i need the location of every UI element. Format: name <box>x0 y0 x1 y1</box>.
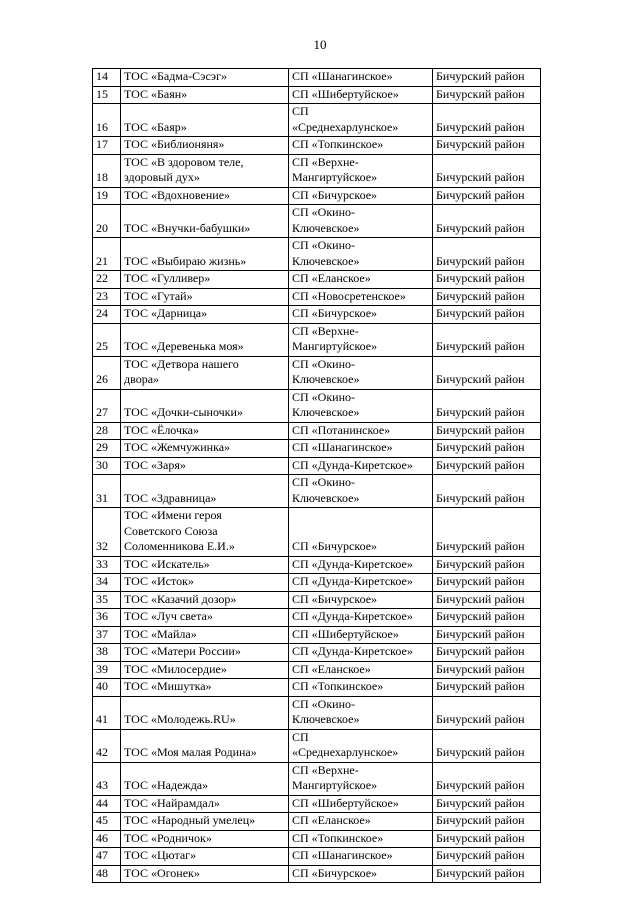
table-row <box>93 626 541 644</box>
district-cell: Бичурский район <box>433 475 541 508</box>
table-row <box>93 696 541 729</box>
row-number-cell: 18 <box>93 154 121 187</box>
table-row <box>93 508 541 557</box>
district-cell: Бичурский район <box>433 86 541 104</box>
tos-name-cell: ТОС «Народный умелец» <box>121 813 289 831</box>
table-row <box>93 389 541 422</box>
district-cell: Бичурский район <box>433 238 541 271</box>
table-row <box>93 238 541 271</box>
district-cell: Бичурский район <box>433 187 541 205</box>
tos-name-cell: ТОС «Ёлочка» <box>121 422 289 440</box>
settlement-cell: СП «Шанагинское» <box>289 69 433 87</box>
settlement-cell: СП «Бичурское» <box>289 591 433 609</box>
table-row <box>93 762 541 795</box>
row-number-cell: 28 <box>93 422 121 440</box>
row-number-cell: 31 <box>93 475 121 508</box>
tos-name-cell: ТОС «Молодежь.RU» <box>121 696 289 729</box>
settlement-cell: СП «Верхне- Мангиртуйское» <box>289 762 433 795</box>
row-number-cell: 29 <box>93 440 121 458</box>
district-cell: Бичурский район <box>433 389 541 422</box>
table-row <box>93 137 541 155</box>
district-cell: Бичурский район <box>433 609 541 627</box>
page-number: 10 <box>313 37 327 52</box>
tos-name-cell: ТОС «Казачий дозор» <box>121 591 289 609</box>
tos-name-cell: ТОС «Цютаг» <box>121 848 289 866</box>
table-row <box>93 795 541 813</box>
settlement-cell: СП «Окино- Ключевское» <box>289 696 433 729</box>
row-number-cell: 47 <box>93 848 121 866</box>
settlement-cell: СП «Топкинское» <box>289 679 433 697</box>
table-row <box>93 86 541 104</box>
settlement-cell: СП «Среднехарлунское» <box>289 104 433 137</box>
table-row <box>93 661 541 679</box>
settlement-cell: СП «Дунда-Киретское» <box>289 574 433 592</box>
tos-name-cell: ТОС «Детвора нашего двора» <box>121 356 289 389</box>
settlement-cell: СП «Окино- Ключевское» <box>289 475 433 508</box>
district-cell: Бичурский район <box>433 205 541 238</box>
row-number-cell: 30 <box>93 457 121 475</box>
district-cell: Бичурский район <box>433 356 541 389</box>
settlement-cell: СП «Дунда-Киретское» <box>289 556 433 574</box>
table-row <box>93 475 541 508</box>
tos-name-cell: ТОС «Надежда» <box>121 762 289 795</box>
tos-name-cell: ТОС «Бадма-Сэсэг» <box>121 69 289 87</box>
district-cell: Бичурский район <box>433 626 541 644</box>
tos-name-cell: ТОС «Баян» <box>121 86 289 104</box>
row-number-cell: 42 <box>93 729 121 762</box>
settlement-cell: СП «Дунда-Киретское» <box>289 644 433 662</box>
district-cell: Бичурский район <box>433 661 541 679</box>
settlement-cell: СП «Шибертуйское» <box>289 86 433 104</box>
tos-name-cell: ТОС «Мишутка» <box>121 679 289 697</box>
tos-name-cell: ТОС «Выбираю жизнь» <box>121 238 289 271</box>
settlement-cell: СП «Топкинское» <box>289 137 433 155</box>
district-cell: Бичурский район <box>433 574 541 592</box>
table-row <box>93 271 541 289</box>
tos-name-cell: ТОС «Родничок» <box>121 830 289 848</box>
table-row <box>93 865 541 883</box>
district-cell: Бичурский район <box>433 813 541 831</box>
row-number-cell: 14 <box>93 69 121 87</box>
tos-name-cell: ТОС «Найрамдал» <box>121 795 289 813</box>
tos-name-cell: ТОС «Гутай» <box>121 288 289 306</box>
district-cell: Бичурский район <box>433 440 541 458</box>
row-number-cell: 36 <box>93 609 121 627</box>
tos-name-cell: ТОС «Искатель» <box>121 556 289 574</box>
tos-name-cell: ТОС «Майла» <box>121 626 289 644</box>
tos-name-cell: ТОС «Жемчужинка» <box>121 440 289 458</box>
row-number-cell: 19 <box>93 187 121 205</box>
tos-name-cell: ТОС «В здоровом теле, здоровый дух» <box>121 154 289 187</box>
table-row <box>93 288 541 306</box>
district-cell: Бичурский район <box>433 69 541 87</box>
settlement-cell: СП «Бичурское» <box>289 187 433 205</box>
row-number-cell: 45 <box>93 813 121 831</box>
settlement-cell: СП «Еланское» <box>289 813 433 831</box>
settlement-cell: СП «Окино- Ключевское» <box>289 238 433 271</box>
row-number-cell: 41 <box>93 696 121 729</box>
district-cell: Бичурский район <box>433 696 541 729</box>
settlement-cell: СП «Бичурское» <box>289 865 433 883</box>
tos-name-cell: ТОС «Заря» <box>121 457 289 475</box>
district-cell: Бичурский район <box>433 830 541 848</box>
row-number-cell: 43 <box>93 762 121 795</box>
row-number-cell: 32 <box>93 508 121 557</box>
table-row <box>93 609 541 627</box>
table-row <box>93 644 541 662</box>
table-row <box>93 69 541 87</box>
district-cell: Бичурский район <box>433 644 541 662</box>
table-row <box>93 830 541 848</box>
tos-name-cell: ТОС «Баяр» <box>121 104 289 137</box>
settlement-cell: СП «Потанинское» <box>289 422 433 440</box>
row-number-cell: 37 <box>93 626 121 644</box>
tos-table <box>92 68 541 883</box>
row-number-cell: 34 <box>93 574 121 592</box>
district-cell: Бичурский район <box>433 556 541 574</box>
district-cell: Бичурский район <box>433 865 541 883</box>
row-number-cell: 35 <box>93 591 121 609</box>
row-number-cell: 39 <box>93 661 121 679</box>
tos-name-cell: ТОС «Внучки-бабушки» <box>121 205 289 238</box>
settlement-cell: СП «Верхне- Мангиртуйское» <box>289 154 433 187</box>
table-row <box>93 729 541 762</box>
district-cell: Бичурский район <box>433 848 541 866</box>
settlement-cell: СП «Окино- Ключевское» <box>289 356 433 389</box>
settlement-cell: СП «Окино- Ключевское» <box>289 389 433 422</box>
table-row <box>93 574 541 592</box>
row-number-cell: 46 <box>93 830 121 848</box>
district-cell: Бичурский район <box>433 271 541 289</box>
district-cell: Бичурский район <box>433 154 541 187</box>
row-number-cell: 27 <box>93 389 121 422</box>
row-number-cell: 44 <box>93 795 121 813</box>
settlement-cell: СП «Дунда-Киретское» <box>289 609 433 627</box>
tos-name-cell: ТОС «Луч света» <box>121 609 289 627</box>
table-row <box>93 154 541 187</box>
settlement-cell: СП «Шибертуйское» <box>289 626 433 644</box>
tos-name-cell: ТОС «Матери России» <box>121 644 289 662</box>
district-cell: Бичурский район <box>433 288 541 306</box>
table-row <box>93 323 541 356</box>
district-cell: Бичурский район <box>433 422 541 440</box>
row-number-cell: 20 <box>93 205 121 238</box>
district-cell: Бичурский район <box>433 457 541 475</box>
tos-name-cell: ТОС «Исток» <box>121 574 289 592</box>
district-cell: Бичурский район <box>433 679 541 697</box>
settlement-cell: СП «Среднехарлунское» <box>289 729 433 762</box>
table-row <box>93 591 541 609</box>
district-cell: Бичурский район <box>433 323 541 356</box>
settlement-cell: СП «Верхне- Мангиртуйское» <box>289 323 433 356</box>
tos-name-cell: ТОС «Деревенька моя» <box>121 323 289 356</box>
row-number-cell: 21 <box>93 238 121 271</box>
row-number-cell: 40 <box>93 679 121 697</box>
row-number-cell: 23 <box>93 288 121 306</box>
district-cell: Бичурский район <box>433 306 541 324</box>
row-number-cell: 48 <box>93 865 121 883</box>
district-cell: Бичурский район <box>433 104 541 137</box>
tos-name-cell: ТОС «Дочки-сыночки» <box>121 389 289 422</box>
tos-name-cell: ТОС «Гулливер» <box>121 271 289 289</box>
table-row <box>93 306 541 324</box>
district-cell: Бичурский район <box>433 762 541 795</box>
settlement-cell: СП «Еланское» <box>289 271 433 289</box>
table-row <box>93 187 541 205</box>
district-cell: Бичурский район <box>433 508 541 557</box>
district-cell: Бичурский район <box>433 137 541 155</box>
settlement-cell: СП «Шанагинское» <box>289 848 433 866</box>
table-row <box>93 556 541 574</box>
settlement-cell: СП «Еланское» <box>289 661 433 679</box>
settlement-cell: СП «Топкинское» <box>289 830 433 848</box>
district-cell: Бичурский район <box>433 591 541 609</box>
tos-name-cell: ТОС «Вдохновение» <box>121 187 289 205</box>
row-number-cell: 26 <box>93 356 121 389</box>
tos-name-cell: ТОС «Милосердие» <box>121 661 289 679</box>
settlement-cell: СП «Бичурское» <box>289 306 433 324</box>
table-row <box>93 104 541 137</box>
row-number-cell: 24 <box>93 306 121 324</box>
table-row <box>93 813 541 831</box>
row-number-cell: 33 <box>93 556 121 574</box>
settlement-cell: СП «Окино- Ключевское» <box>289 205 433 238</box>
row-number-cell: 38 <box>93 644 121 662</box>
row-number-cell: 15 <box>93 86 121 104</box>
table-row <box>93 679 541 697</box>
settlement-cell: СП «Дунда-Киретское» <box>289 457 433 475</box>
row-number-cell: 17 <box>93 137 121 155</box>
row-number-cell: 22 <box>93 271 121 289</box>
tos-name-cell: ТОС «Огонек» <box>121 865 289 883</box>
tos-name-cell: ТОС «Здравница» <box>121 475 289 508</box>
tos-name-cell: ТОС «Имени героя Советского Союза Соломенникова Е.И.» <box>121 508 289 557</box>
settlement-cell: СП «Новосретенское» <box>289 288 433 306</box>
row-number-cell: 25 <box>93 323 121 356</box>
district-cell: Бичурский район <box>433 729 541 762</box>
row-number-cell: 16 <box>93 104 121 137</box>
tos-table-body <box>93 69 541 883</box>
settlement-cell: СП «Бичурское» <box>289 508 433 557</box>
table-row <box>93 356 541 389</box>
settlement-cell: СП «Шанагинское» <box>289 440 433 458</box>
tos-name-cell: ТОС «Моя малая Родина» <box>121 729 289 762</box>
district-cell: Бичурский район <box>433 795 541 813</box>
table-row <box>93 848 541 866</box>
tos-name-cell: ТОС «Дарница» <box>121 306 289 324</box>
table-row <box>93 440 541 458</box>
table-row <box>93 422 541 440</box>
settlement-cell: СП «Шибертуйское» <box>289 795 433 813</box>
table-row <box>93 205 541 238</box>
table-row <box>93 457 541 475</box>
tos-name-cell: ТОС «Библионяня» <box>121 137 289 155</box>
